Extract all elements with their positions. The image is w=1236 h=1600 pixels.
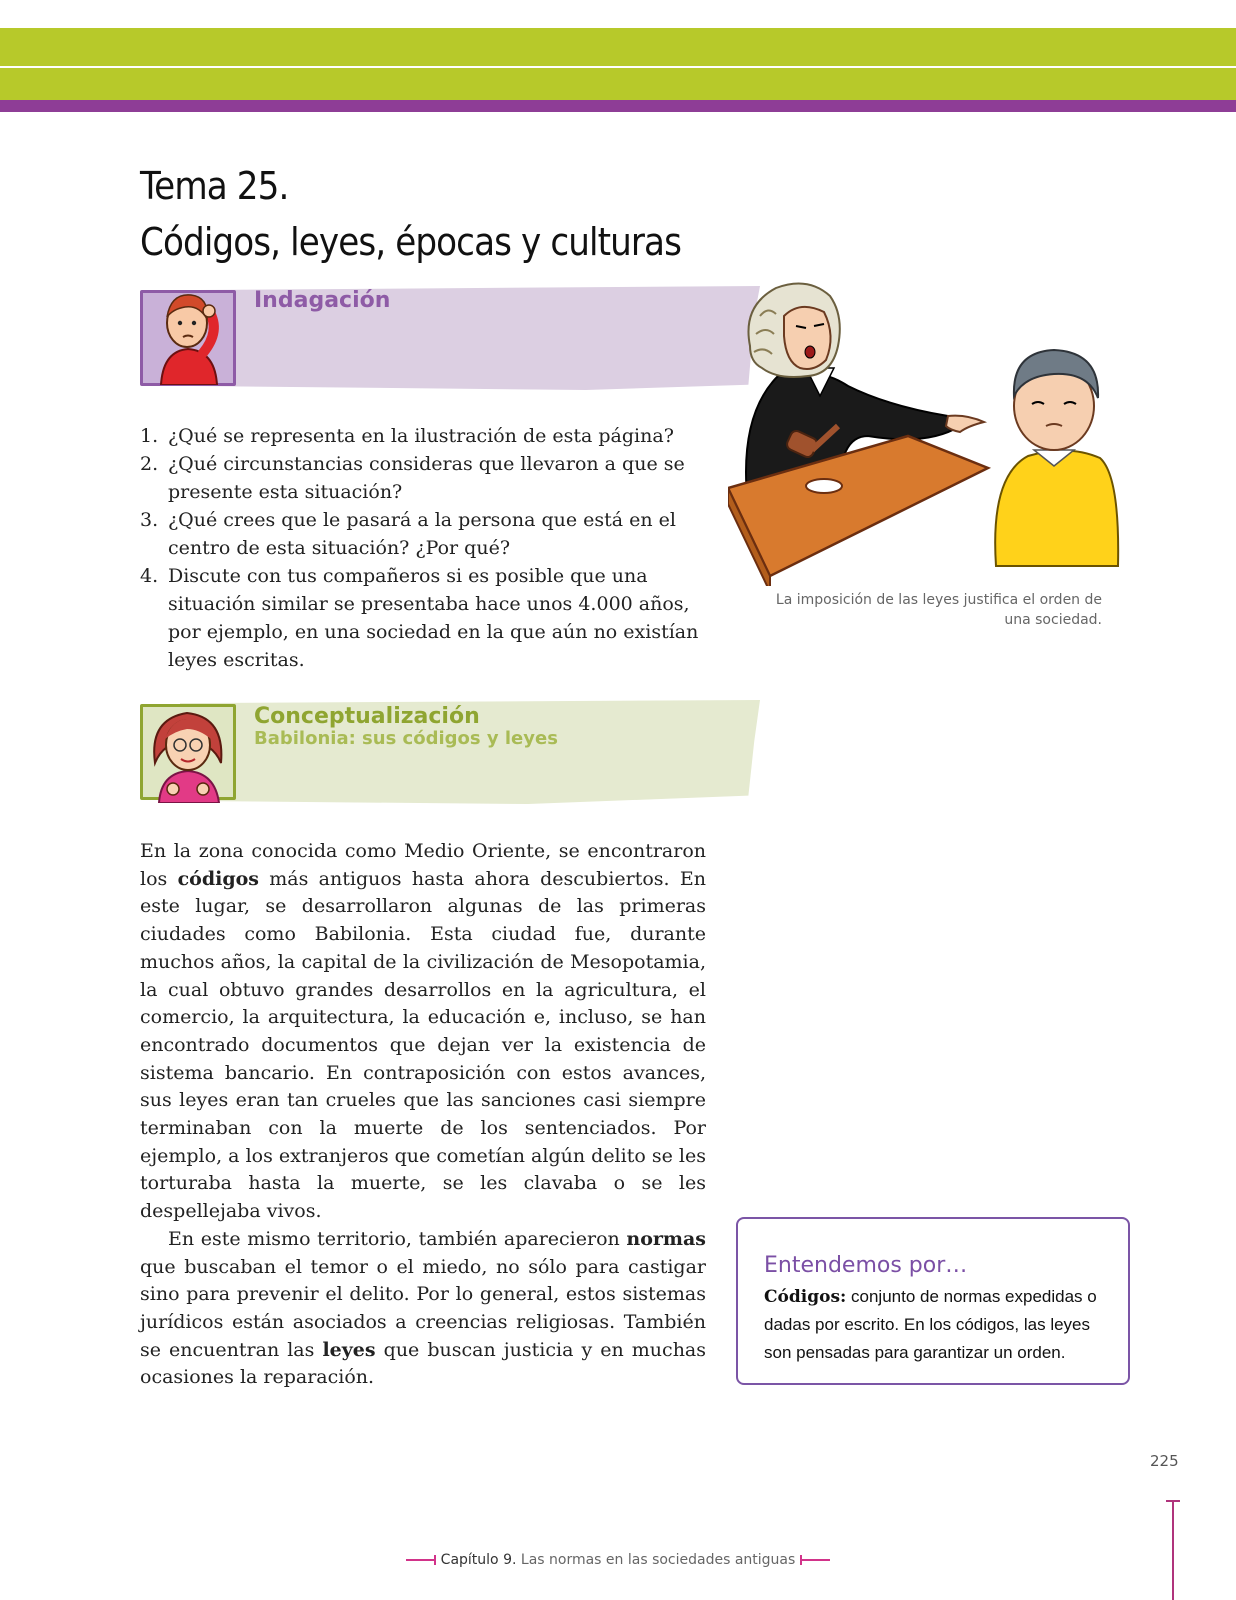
thinking-boy-avatar bbox=[140, 290, 236, 386]
conceptualizacion-subheading: Babilonia: sus códigos y leyes bbox=[254, 728, 558, 749]
paragraph: En la zona conocida como Medio Oriente, se encontraron los códigos más antiguos hasta ahora descubiertos. En este lugar, se desarrollaron algunas de las primeras ciudades como Babilonia. Esta ciudad fue, durante muchos años, la capital de la civilización de Mesopotamia, la cual obtuvo grandes desarrollos en la agricultura, el comercio, la arquitectura, la educación e, incluso, se han encontrado documentos que dejan ver la existencia de sistema bancario. En contraposición con estos avances, sus leyes eran tan crueles que las sanciones casi siempre terminaban con la muerte de los sentenciados. Por ejemplo, a los extranjeros que cometían algún delito se les torturaba hasta la muerte, se les clavaba o se les despellejaba vivos. bbox=[140, 840, 706, 1223]
body-text bbox=[140, 838, 706, 1392]
header-bar-top bbox=[0, 28, 1236, 66]
header-bar-middle bbox=[0, 68, 1236, 100]
glossary-term: Códigos: bbox=[764, 1287, 847, 1307]
footer-dash-right bbox=[800, 1559, 830, 1561]
indagacion-heading: Indagación bbox=[254, 288, 391, 313]
page-title bbox=[140, 158, 698, 270]
page-number: 225 bbox=[1150, 1452, 1179, 1470]
term-leyes: leyes bbox=[322, 1338, 376, 1361]
title-topic-name: Códigos, leyes, épocas y culturas bbox=[140, 220, 682, 264]
paragraph: En este mismo territorio, también aparecieron normas que buscaban el temor o el miedo, no sólo para castigar sino para prevenir el delito. Por lo general, estos sistemas jurídicos están asociados a creencias religiosas. También se encuentran las leyes que buscan justicia y en muchas ocasiones la reparación. bbox=[140, 1227, 707, 1389]
indagacion-banner bbox=[140, 282, 620, 392]
header-bar-purple bbox=[0, 100, 1236, 112]
footer-chapter-number: Capítulo 9. bbox=[440, 1552, 517, 1568]
side-line bbox=[1172, 1500, 1174, 1600]
term-normas: normas bbox=[626, 1227, 706, 1250]
judge-illustration bbox=[728, 276, 1128, 586]
footer-chapter-title: Las normas en las sociedades antiguas bbox=[516, 1552, 796, 1568]
list-item: 4. Discute con tus compañeros si es posible que una situación similar se presentaba hace unos 4.000 años, por ejemplo, en una sociedad en la que aún no existían leyes escritas. bbox=[140, 565, 699, 671]
judge-defendant-icon bbox=[728, 276, 1128, 586]
teacher-girl-icon bbox=[143, 699, 233, 803]
conceptualizacion-banner bbox=[140, 696, 620, 806]
list-item: 1. ¿Qué se representa en la ilustración de esta página? bbox=[140, 425, 674, 447]
conceptualizacion-heading: Conceptualización bbox=[254, 704, 480, 729]
glossary-title: Entendemos por… bbox=[764, 1253, 968, 1278]
title-topic-number: Tema 25. bbox=[140, 164, 289, 208]
term-codigos: códigos bbox=[177, 867, 259, 890]
chapter-footer bbox=[0, 1552, 1236, 1568]
glossary-box bbox=[736, 1217, 1130, 1385]
glossary-definition: Códigos: conjunto de normas expedidas o dadas por escrito. En los códigos, las leyes son pensadas para garantizar un orden. bbox=[764, 1287, 1097, 1362]
illustration-caption: La imposición de las leyes justifica el orden de una sociedad. bbox=[775, 592, 1102, 628]
list-item: 3. ¿Qué crees que le pasará a la persona que está en el centro de esta situación? ¿Por qué? bbox=[140, 509, 676, 559]
teacher-avatar bbox=[140, 704, 236, 800]
list-item: 2. ¿Qué circunstancias consideras que llevaron a que se presente esta situación? bbox=[140, 453, 685, 503]
thinking-boy-icon bbox=[143, 281, 233, 385]
footer-dash-left bbox=[406, 1559, 436, 1561]
question-list bbox=[140, 422, 700, 674]
